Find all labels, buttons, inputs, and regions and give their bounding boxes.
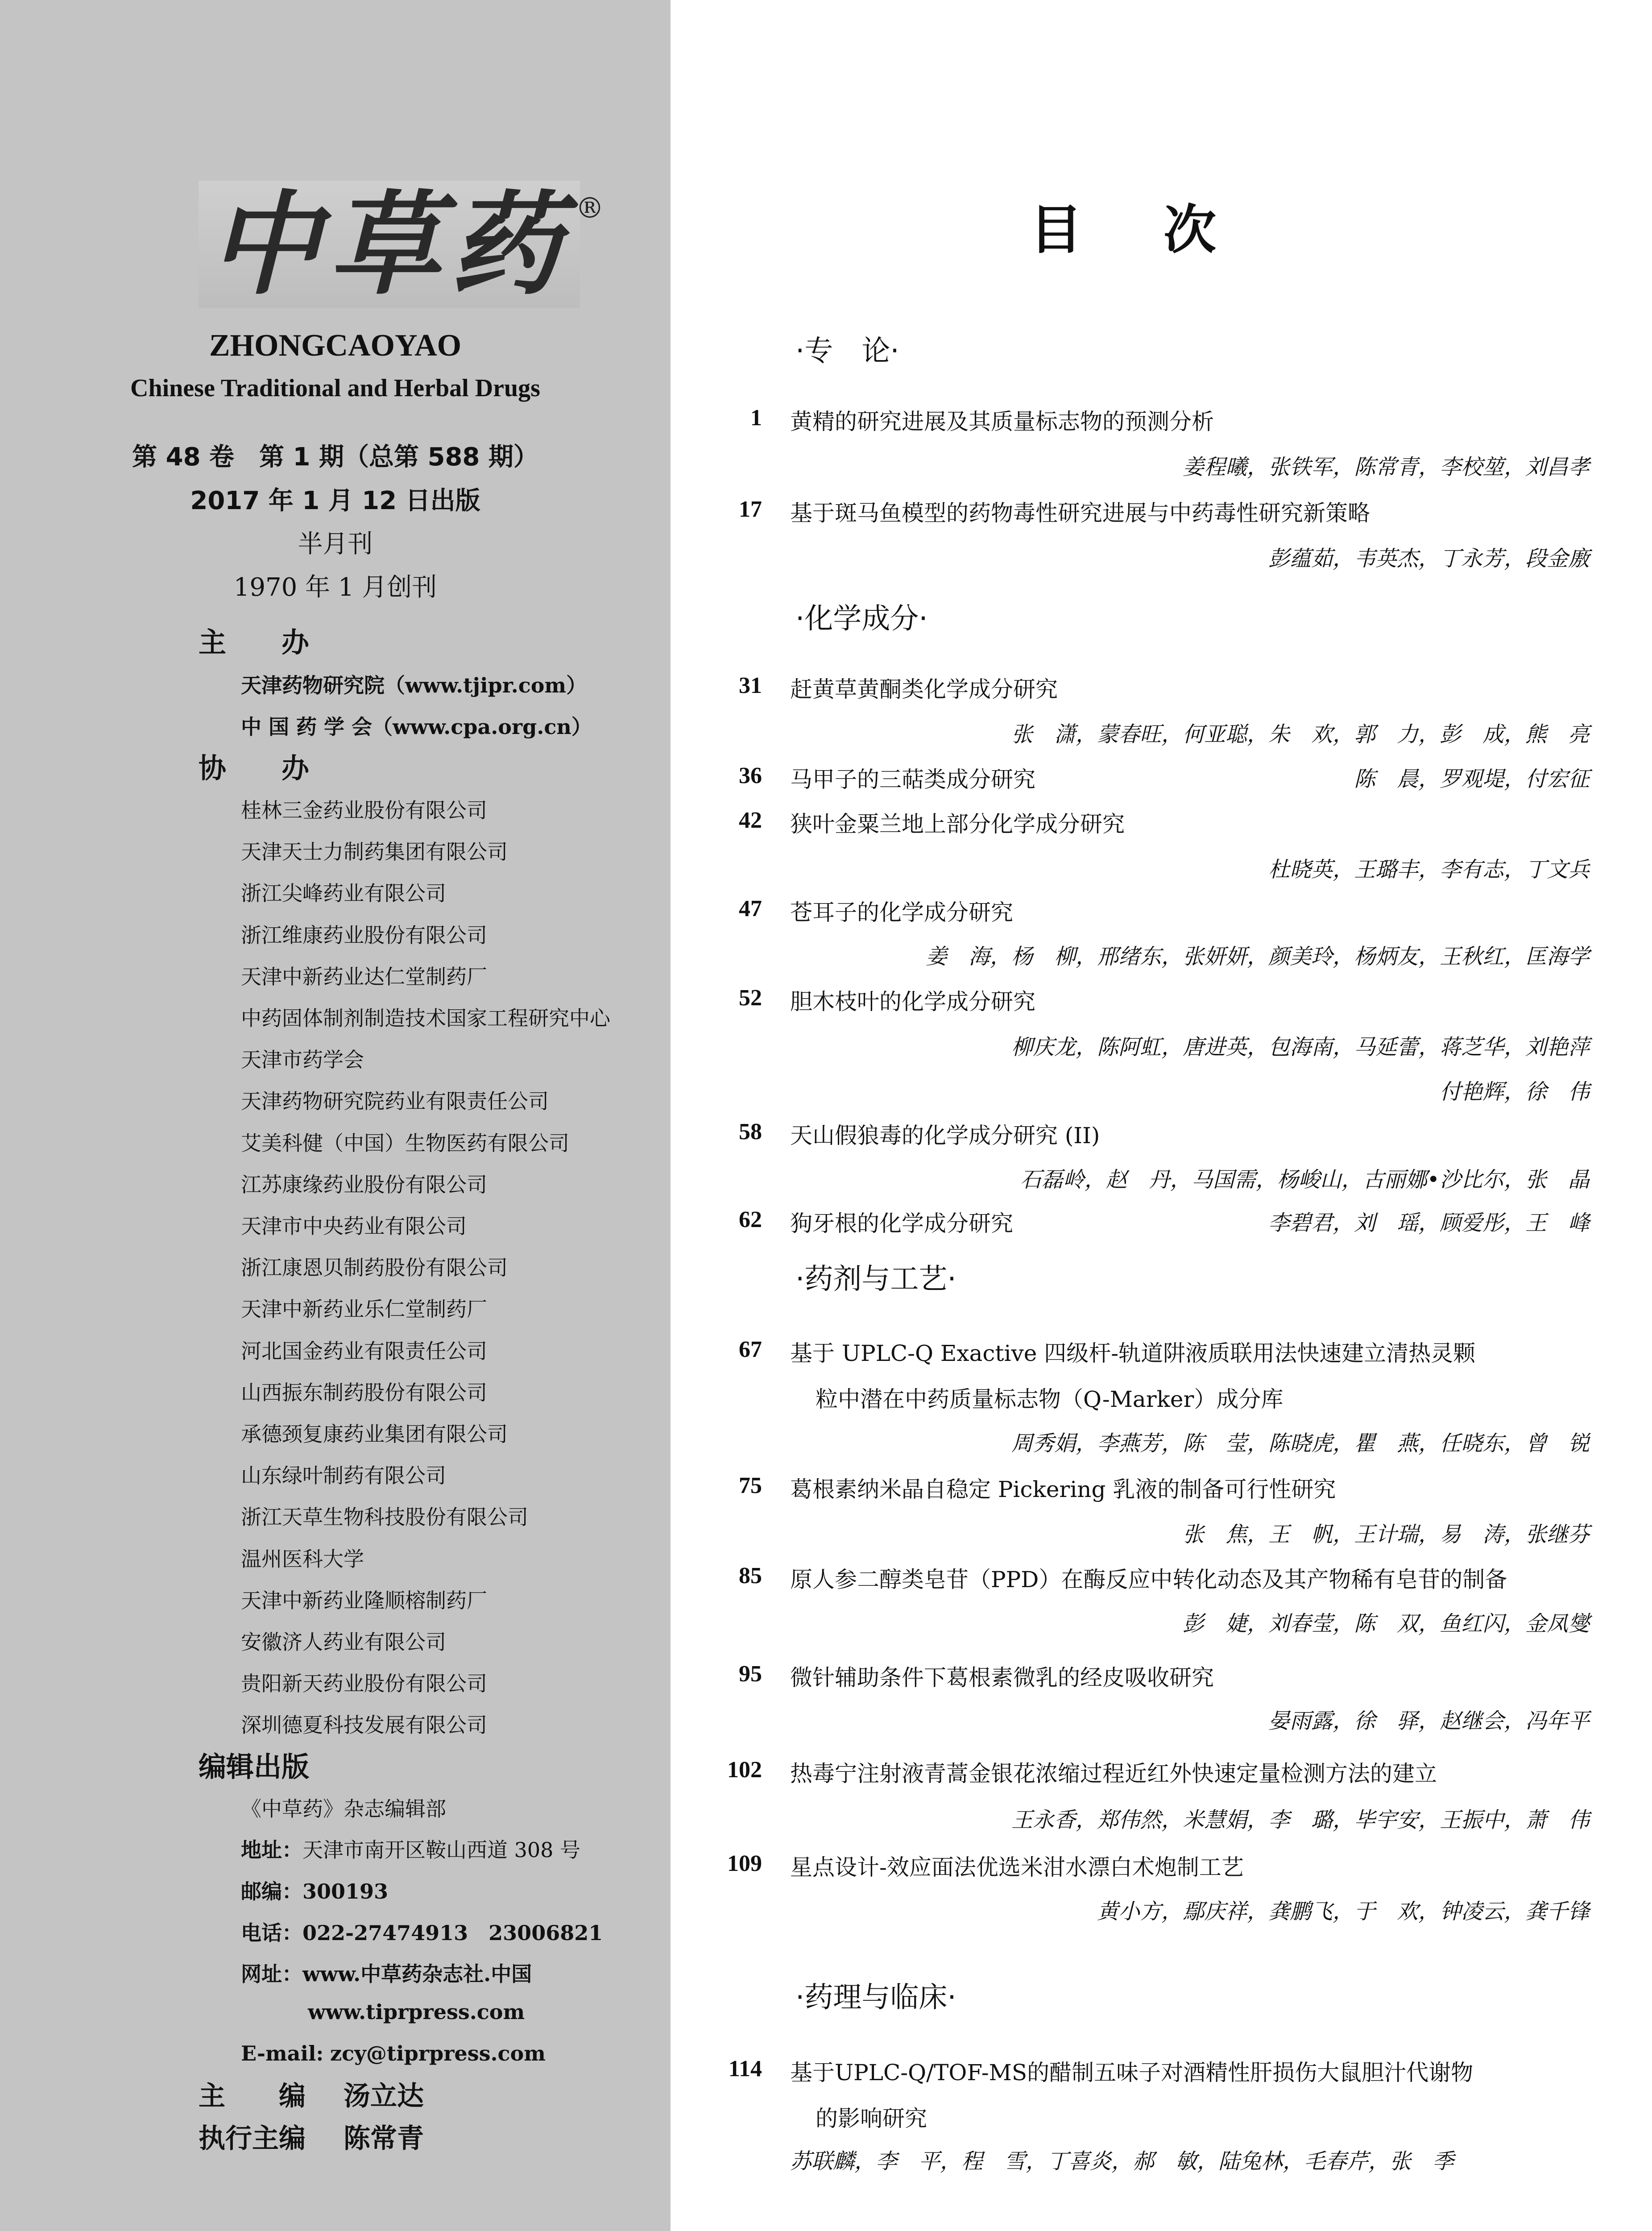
executive-editor-name: 陈常青 [344, 2123, 424, 2154]
toc-page-number: 36 [739, 763, 762, 788]
logo-calligraphy: 中草药 [208, 178, 570, 310]
toc-article-authors-cont: 付艳辉，徐 伟 [1439, 1079, 1590, 1104]
toc-page-number: 109 [727, 1851, 762, 1876]
toc-article-authors: 张 焦，王 帆，王计瑞，易 涛，张继芬 [1182, 1522, 1590, 1547]
co-sponsor-item: 安徽济人药业有限公司 [241, 1630, 446, 1654]
registered-mark: ® [576, 192, 604, 225]
co-sponsor-item: 贵阳新天药业股份有限公司 [241, 1671, 487, 1696]
toc-title-char-2: 次 [1163, 199, 1217, 261]
toc-article-title[interactable]: 星点设计-效应面法优选米泔水漂白术炮制工艺 [790, 1854, 1244, 1880]
toc-article-title[interactable]: 基于 UPLC-Q Exactive 四级杆-轨道阱液质联用法快速建立清热灵颗 [790, 1340, 1476, 1366]
toc-article-title[interactable]: 胆木枝叶的化学成分研究 [790, 989, 1035, 1015]
toc-article-authors: 杜晓英，王璐丰，李有志，丁文兵 [1268, 857, 1590, 882]
co-sponsor-item: 天津中新药业隆顺榕制药厂 [241, 1588, 487, 1613]
journal-logo [199, 178, 580, 310]
co-sponsor-item: 承德颈复康药业集团有限公司 [241, 1422, 508, 1446]
sponsor-item: 中 国 药 学 会（www.cpa.org.cn） [241, 715, 592, 739]
executive-editor-label: 执行主编 [199, 2123, 306, 2154]
chief-editor-name: 汤立达 [344, 2081, 424, 2112]
toc-article-title[interactable]: 狗牙根的化学成分研究 [790, 1211, 1013, 1236]
toc-article-authors: 张 潇，蒙春旺，何亚聪，朱 欢，郭 力，彭 成，熊 亮 [1011, 722, 1590, 747]
toc-page-number: 58 [739, 1119, 762, 1145]
toc-article-title[interactable]: 马甲子的三萜类成分研究 [790, 767, 1035, 792]
toc-article-title[interactable]: 天山假狼毒的化学成分研究 (II) [790, 1123, 1100, 1149]
co-sponsor-item: 桂林三金药业股份有限公司 [241, 798, 487, 822]
toc-article-title[interactable]: 原人参二醇类皂苷（PPD）在酶反应中转化动态及其产物稀有皂苷的制备 [790, 1567, 1507, 1592]
sponsor-item: 天津药物研究院（www.tjipr.com） [241, 673, 587, 697]
co-sponsor-item: 山东绿叶制药有限公司 [241, 1464, 446, 1488]
co-sponsor-item: 浙江尖峰药业有限公司 [241, 881, 446, 906]
toc-article-authors: 彭 婕，刘春莹，陈 双，鱼红闪，金凤燮 [1182, 1611, 1590, 1636]
toc-page-number: 75 [739, 1473, 762, 1498]
toc-section-heading: ·药剂与工艺· [795, 1263, 956, 1296]
toc-article-title[interactable]: 热毒宁注射液青蒿金银花浓缩过程近红外快速定量检测方法的建立 [790, 1761, 1437, 1787]
co-sponsor-item: 天津天士力制药集团有限公司 [241, 840, 508, 864]
chief-editor-label: 主 编 [199, 2081, 306, 2112]
co-sponsor-item: 浙江康恩贝制药股份有限公司 [241, 1256, 508, 1280]
co-sponsor-item: 温州医科大学 [241, 1547, 364, 1571]
table-of-contents [671, 0, 1652, 2231]
toc-article-authors: 姜 海，杨 柳，邢绪东，张妍妍，颜美玲，杨炳友，王秋红，匡海学 [925, 944, 1590, 969]
toc-article-title[interactable]: 基于UPLC-Q/TOF-MS的醋制五味子对酒精性肝损伤大鼠胆汁代谢物 [790, 2060, 1474, 2086]
toc-article-authors: 彭蕴茹，韦英杰，丁永芳，段金廒 [1268, 546, 1590, 571]
toc-page-number: 52 [739, 985, 762, 1011]
publish-frequency: 半月刊 [298, 530, 373, 559]
co-sponsor-item: 浙江天草生物科技股份有限公司 [241, 1505, 528, 1530]
toc-page-number: 95 [739, 1661, 762, 1687]
toc-page-number: 42 [739, 808, 762, 833]
address-label: 地址： [241, 1838, 302, 1862]
co-sponsor-item: 天津中新药业乐仁堂制药厂 [241, 1297, 487, 1322]
toc-article-title[interactable]: 基于斑马鱼模型的药物毒性研究进展与中药毒性研究新策略 [790, 500, 1370, 526]
toc-article-title[interactable]: 苍耳子的化学成分研究 [790, 900, 1013, 925]
toc-article-authors: 陈 晨，罗观堤，付宏征 [1354, 767, 1590, 792]
toc-article-title-cont[interactable]: 粒中潜在中药质量标志物（Q-Marker）成分库 [816, 1386, 1284, 1412]
toc-section-heading: ·专 论· [795, 335, 899, 368]
postcode-label: 邮编： [241, 1879, 302, 1903]
toc-article-authors: 王永香，郑伟然，米慧娟，李 璐，毕宇安，王振中，萧 伟 [1011, 1808, 1590, 1833]
toc-section-heading: ·化学成分· [795, 602, 928, 635]
co-sponsor-item: 天津市中央药业有限公司 [241, 1214, 467, 1238]
toc-article-authors: 苏联麟，李 平，程 雪，丁喜炎，郝 敏，陆兔林，毛春芹，张 季 [790, 2149, 1454, 2174]
editorial-dept: 《中草药》杂志编辑部 [241, 1797, 446, 1821]
email-value[interactable]: zcy@tiprpress.com [330, 2041, 546, 2065]
toc-page-number: 47 [739, 896, 762, 921]
toc-article-title[interactable]: 微针辅助条件下葛根素微乳的经皮吸收研究 [790, 1665, 1214, 1691]
journal-english-name: Chinese Traditional and Herbal Drugs [130, 374, 540, 402]
co-sponsor-item: 中药固体制剂制造技术国家工程研究中心 [241, 1006, 610, 1030]
publish-date: 2017 年 1 月 12 日出版 [190, 486, 480, 515]
toc-article-title[interactable]: 葛根素纳米晶自稳定 Pickering 乳液的制备可行性研究 [790, 1476, 1336, 1502]
toc-page-number: 102 [727, 1757, 762, 1783]
journal-info-sidebar [0, 0, 671, 2231]
email-label: E-mail: [241, 2041, 324, 2065]
toc-page-number: 85 [739, 1563, 762, 1588]
phone-label: 电话： [241, 1921, 302, 1945]
toc-article-title[interactable]: 狭叶金粟兰地上部分化学成分研究 [790, 811, 1125, 837]
toc-page-number: 67 [739, 1337, 762, 1362]
phone-value: 022-27474913 23006821 [302, 1921, 603, 1945]
co-sponsor-item: 江苏康缘药业股份有限公司 [241, 1172, 487, 1197]
toc-article-authors: 周秀娟，李燕芳，陈 莹，陈晓虎，瞿 燕，任晓东，曾 锐 [1011, 1431, 1590, 1456]
toc-page-number: 17 [739, 497, 762, 522]
journal-pinyin-name: ZHONGCAOYAO [209, 328, 462, 363]
co-sponsor-item: 天津药物研究院药业有限责任公司 [241, 1089, 549, 1114]
website-secondary[interactable]: www.tiprpress.com [308, 2000, 525, 2024]
co-sponsor-item: 深圳德夏科技发展有限公司 [241, 1713, 487, 1738]
toc-article-authors: 柳庆龙，陈阿虹，唐进英，包海南，马延蕾，蒋芝华，刘艳萍 [1011, 1035, 1590, 1060]
co-sponsor-item: 河北国金药业有限责任公司 [241, 1339, 487, 1363]
toc-section-heading: ·药理与临床· [795, 1981, 956, 2014]
toc-article-title[interactable]: 黄精的研究进展及其质量标志物的预测分析 [790, 409, 1214, 435]
sponsors-label: 主 办 [199, 626, 310, 659]
website-label: 网址： [241, 1962, 302, 1986]
toc-page-number: 114 [728, 2056, 762, 2082]
co-sponsor-item: 天津中新药业达仁堂制药厂 [241, 964, 487, 989]
toc-title [1030, 187, 1297, 263]
toc-page-number: 31 [739, 673, 762, 698]
toc-article-authors: 黄小方，鄢庆祥，龚鹏飞，于 欢，钟凌云，龚千锋 [1097, 1899, 1590, 1924]
toc-page-number: 62 [739, 1207, 762, 1232]
address-value: 天津市南开区鞍山西道 308 号 [302, 1838, 581, 1862]
co-sponsor-item: 山西振东制药股份有限公司 [241, 1380, 487, 1405]
co-sponsors-label: 协 办 [199, 752, 310, 784]
toc-title-char-1: 目 [1030, 199, 1083, 261]
toc-article-title-cont[interactable]: 的影响研究 [816, 2106, 927, 2131]
toc-article-title[interactable]: 赶黄草黄酮类化学成分研究 [790, 676, 1058, 702]
toc-article-authors: 石磊岭，赵 丹，马国需，杨峻山，古丽娜•沙比尔，张 晶 [1020, 1167, 1590, 1192]
co-sponsor-item: 天津市药学会 [241, 1048, 364, 1072]
toc-page-number: 1 [750, 405, 762, 431]
toc-article-authors: 李碧君，刘 瑶，顾爱彤，王 峰 [1268, 1211, 1590, 1236]
postcode-value: 300193 [302, 1879, 389, 1903]
co-sponsor-item: 艾美科健（中国）生物医药有限公司 [241, 1131, 569, 1155]
founded-date: 1970 年 1 月创刊 [233, 573, 437, 602]
volume-issue: 第 48 卷 第 1 期（总第 588 期） [132, 443, 538, 472]
toc-article-authors: 姜程曦，张铁军，陈常青，李校堃，刘昌孝 [1182, 455, 1590, 480]
publisher-label: 编辑出版 [199, 1750, 310, 1783]
co-sponsor-item: 浙江维康药业股份有限公司 [241, 923, 487, 947]
toc-article-authors: 晏雨露，徐 驿，赵继会，冯年平 [1268, 1708, 1590, 1733]
website-primary[interactable]: www.中草药杂志社.中国 [302, 1962, 532, 1986]
